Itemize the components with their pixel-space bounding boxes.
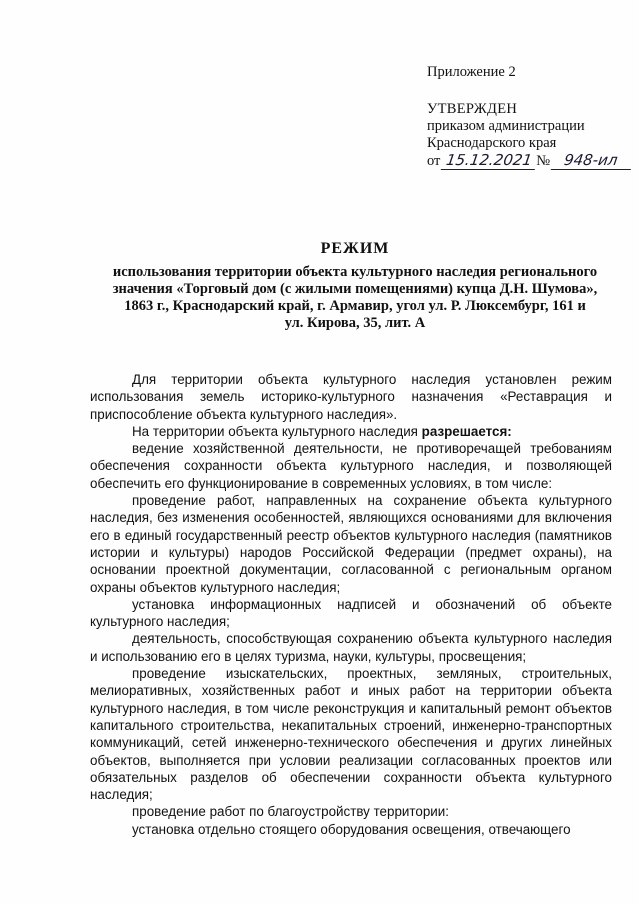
number-prefix: №	[536, 153, 551, 169]
handwritten-number: 948-ил	[551, 152, 634, 170]
list-item: установка информационных надписей и обозначений об объекте культурного наследия;	[90, 596, 612, 630]
handwritten-date: 15.12.2021	[441, 152, 537, 170]
list-item: деятельность, способствующая сохранению объекта культурного наследия и использованию его в целях туризма, науки, культуры, просвещения;	[90, 631, 612, 664]
intro-paragraph: Для территории объекта культурного наследия установлен режим использования земель историко-культурного назначения «Реставрация и приспособление объекта культурного наследия».	[90, 372, 612, 422]
list-item: проведение работ, направленных на сохранение объекта культурного наследия, без изменения особенностей, являющихся основаниями для включения его в единый государственный реестр объектов культурного наследия (памятников истории и культуры) народов Российской Федерации (предмет охраны), на основании проектной документации, согласованной с региональным органом охраны объектов культурного наследия;	[90, 493, 612, 595]
permitted-keyword: разрешается:	[421, 423, 512, 439]
subtitle-line: 1863 г., Краснодарский край, г. Армавир, угол ул. Р. Люксембург, 161 и	[124, 298, 586, 314]
document-subtitle	[90, 264, 620, 332]
list-item: проведение работ по благоустройству территории:	[132, 804, 449, 820]
document-title-block	[90, 240, 620, 332]
list-item: ведение хозяйственной деятельности, не противоречащей требованиям обеспечения сохранности объекта культурного наследия, и позволяющей обеспечить его функционирование в современных условиях, в том числе:	[90, 441, 612, 491]
approved-by-order: приказом администрации	[427, 118, 585, 134]
document-title: РЕЖИМ	[320, 240, 390, 257]
approved-region: Краснодарского края	[427, 135, 557, 151]
document-body	[90, 371, 612, 838]
permitted-prefix: На территории объекта культурного наследия	[132, 423, 418, 439]
order-date-number-line	[427, 152, 627, 172]
subtitle-line: значения «Торговый дом (с жилыми помещениями) купца Д.Н. Шумова»,	[112, 281, 598, 297]
approved-label: УТВЕРЖДЕН	[427, 101, 518, 117]
subtitle-line: использования территории объекта культурного наследия регионального	[112, 264, 598, 280]
permitted-paragraph	[90, 423, 612, 440]
list-item: проведение изыскательских, проектных, земляных, строительных, мелиоративных, хозяйственных работ и иных работ на территории объекта культурного наследия, в том числе реконструкция и капитальный ремонт объектов капитального строительства, некапитальных строений, инженерно-транспортных коммуникаций, сетей инженерно-технического обеспечения и других линейных объектов, выполняется при условии реализации согласованных проектов или обязательных разделов об обеспечении сохранности объекта культурного наследия;	[90, 666, 612, 803]
from-prefix: от	[427, 153, 441, 169]
list-item: установка отдельно стоящего оборудования освещения, отвечающего	[132, 821, 571, 837]
annex-label: Приложение 2	[427, 64, 516, 80]
approval-block	[427, 64, 627, 172]
subtitle-line: ул. Кирова, 35, лит. А	[284, 315, 426, 331]
